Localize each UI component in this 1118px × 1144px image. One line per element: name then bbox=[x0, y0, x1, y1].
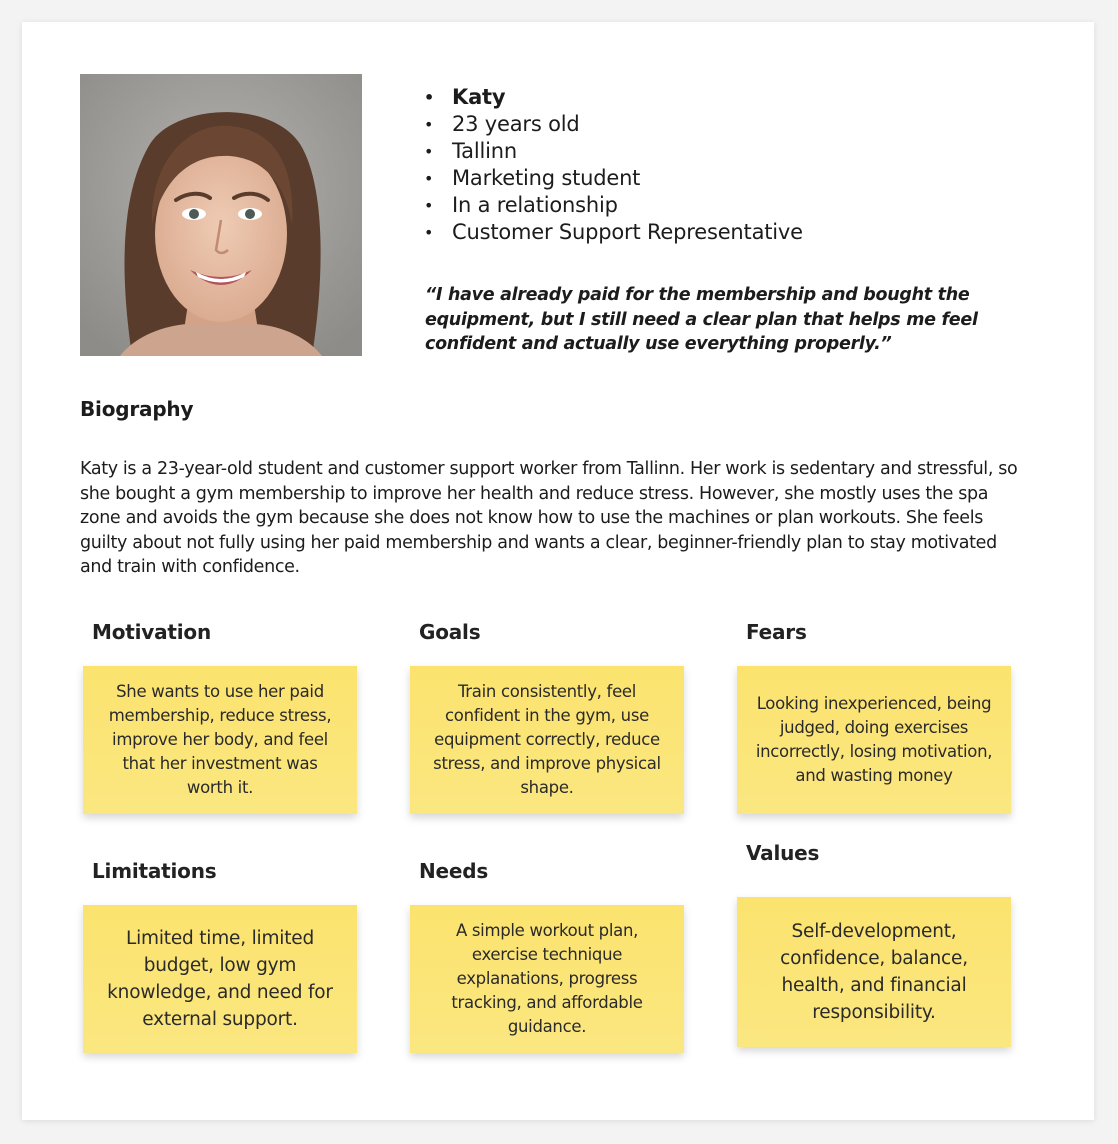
fears-note bbox=[737, 666, 1011, 814]
biography-text: Katy is a 23-year-old student and customer support worker from Tallinn. Her work is sedentary and stressful, so she bought a gym membership to improve her health and reduce stress. However, she mostly uses the spa zone and avoids the gym because she does not know how to use the machines or plan workouts. She feels guilty about not fully using her paid membership and wants a clear, beginner-friendly plan to stay motivated and train with confidence. bbox=[80, 459, 1018, 577]
persona-quote: “I have already paid for the membership and bought the equipment, but I still need a clear plan that helps me feel confident and actually use everything properly.” bbox=[425, 285, 978, 354]
biography-title: Biography bbox=[80, 397, 194, 421]
values-title: Values bbox=[746, 841, 820, 865]
motivation-title: Motivation bbox=[92, 620, 211, 644]
persona-facts bbox=[424, 84, 803, 246]
needs-note-text: A simple workout plan, exercise technique explanations, progress tracking, and affordable guidance. bbox=[451, 921, 643, 1036]
goals-title: Goals bbox=[419, 620, 481, 644]
fears-note-text: Looking inexperienced, being judged, doing exercises incorrectly, losing motivation, and wasting money bbox=[755, 694, 993, 785]
fears-title: Fears bbox=[746, 620, 807, 644]
portrait-image bbox=[80, 74, 362, 356]
persona-job: • Customer Support Representative bbox=[424, 219, 803, 246]
limitations-note bbox=[83, 905, 357, 1053]
needs-note bbox=[410, 905, 684, 1053]
persona-name: • Katy bbox=[424, 84, 803, 111]
persona-age: • 23 years old bbox=[424, 111, 803, 138]
persona-photo bbox=[80, 74, 362, 356]
limitations-note-text: Limited time, limited budget, low gym knowledge, and need for external support. bbox=[107, 928, 333, 1030]
values-note-text: Self-development, confidence, balance, health, and financial responsibility. bbox=[780, 921, 968, 1023]
limitations-title: Limitations bbox=[92, 859, 217, 883]
motivation-note bbox=[83, 666, 357, 814]
goals-note bbox=[410, 666, 684, 814]
persona-city: • Tallinn bbox=[424, 138, 803, 165]
persona-occupation: • Marketing student bbox=[424, 165, 803, 192]
values-note bbox=[737, 897, 1011, 1047]
persona-relationship: • In a relationship bbox=[424, 192, 803, 219]
needs-title: Needs bbox=[419, 859, 489, 883]
goals-note-text: Train consistently, feel confident in the gym, use equipment correctly, reduce stress, and improve physical shape. bbox=[433, 682, 661, 797]
motivation-note-text: She wants to use her paid membership, reduce stress, improve her body, and feel that her investment was worth it. bbox=[108, 682, 332, 797]
